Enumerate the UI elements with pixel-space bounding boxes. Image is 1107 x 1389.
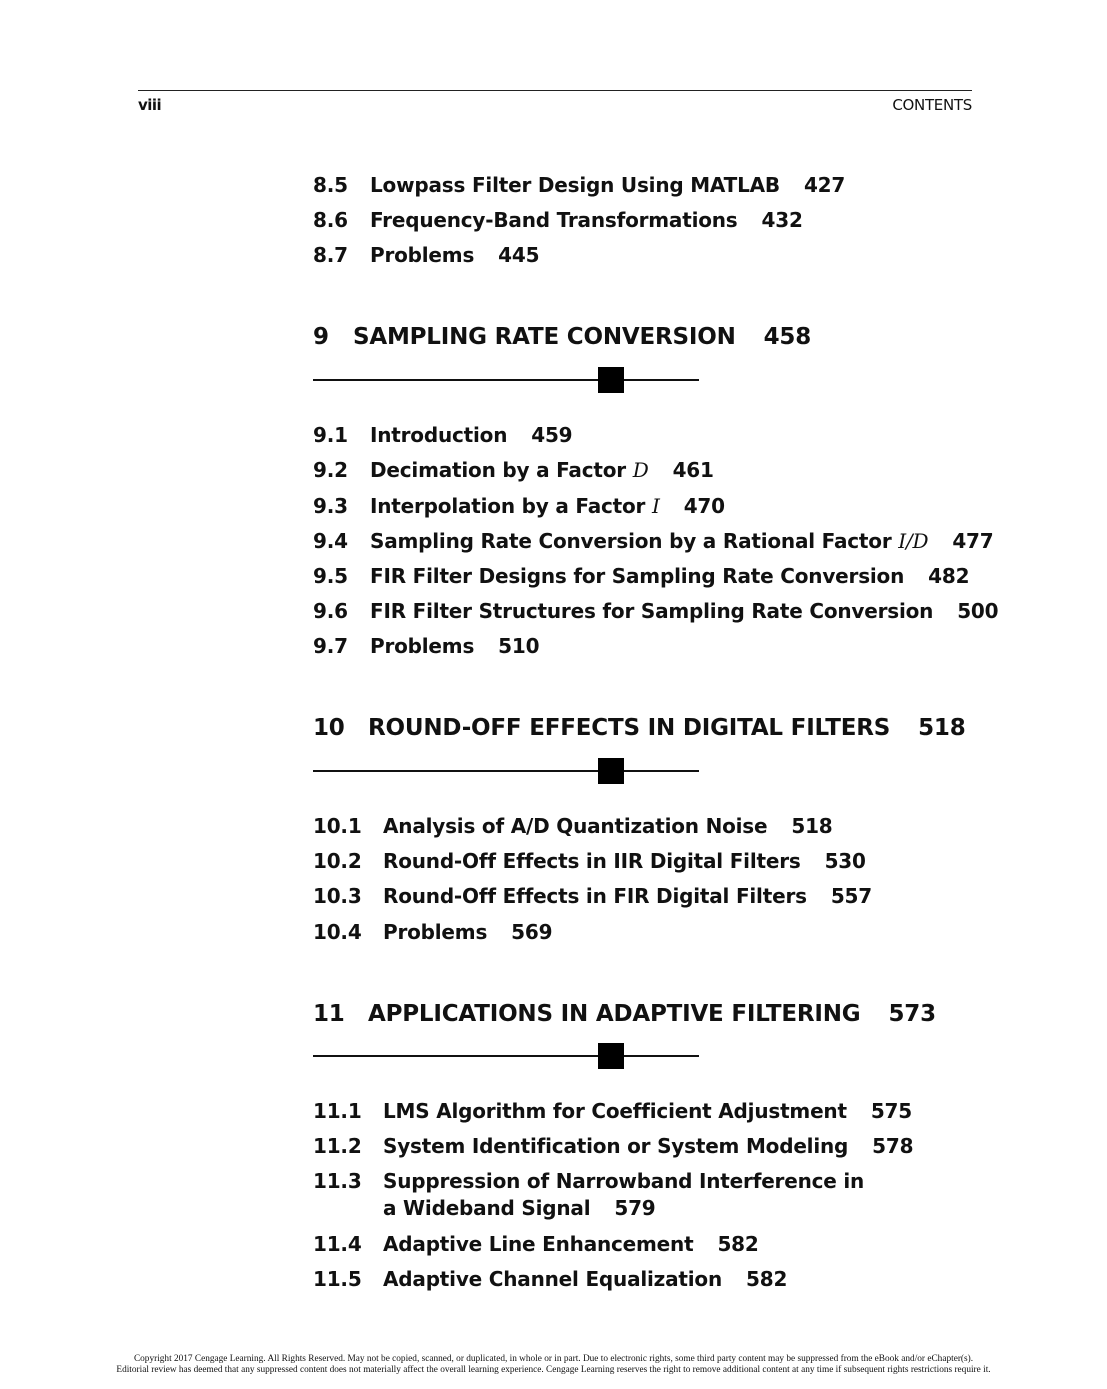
copyright-line-1: Copyright 2017 Cengage Learning. All Rights Reserved. May not be copied, scanned, or duplicated, in whole or in part. Due to electronic rights, some third party content may be suppressed from the eBook and/or eChapter(s).: [133, 1354, 974, 1364]
section-number: 9.3: [313, 494, 348, 518]
header-rule: [138, 90, 972, 91]
section-number: 10.2: [313, 849, 362, 873]
section-title: Round-Off Effects in IIR Digital Filters: [383, 849, 801, 873]
chapter-number: 9: [313, 324, 329, 350]
section-title: Adaptive Channel Equalization: [383, 1267, 723, 1291]
toc-entry[interactable]: [313, 634, 540, 658]
chapter-page: 458: [763, 324, 812, 350]
section-number: 10.1: [313, 814, 362, 838]
toc-entry[interactable]: [313, 1099, 912, 1123]
ornament-line: [313, 770, 699, 772]
toc-entry[interactable]: [313, 423, 573, 447]
section-title: Interpolation by a Factor: [370, 494, 646, 518]
section-page: 482: [928, 564, 970, 588]
toc-entry[interactable]: [313, 1134, 914, 1158]
toc-entry[interactable]: [313, 208, 803, 232]
section-page: 518: [791, 814, 833, 838]
ornament-square: [598, 367, 624, 393]
section-number: 10.3: [313, 884, 362, 908]
copyright-line-2: Editorial review has deemed that any suppressed content does not materially affect the overall learning experience. Cengage Learning reserves the right to remove additional content at any time if subsequent rights restrictions require it.: [116, 1365, 991, 1375]
section-page: 579: [614, 1196, 656, 1220]
section-number: 10.4: [313, 920, 362, 944]
section-title: Round-Off Effects in FIR Digital Filters: [383, 884, 807, 908]
ornament-line: [313, 1055, 699, 1057]
section-page: 569: [511, 920, 553, 944]
section-title: Lowpass Filter Design Using MATLAB: [370, 173, 780, 197]
section-page: 445: [498, 243, 540, 267]
section-title: LMS Algorithm for Coefficient Adjustment: [383, 1099, 847, 1123]
section-number: 8.6: [313, 208, 348, 232]
section-page: 432: [761, 208, 803, 232]
section-number: 11.1: [313, 1099, 362, 1123]
toc-entry[interactable]: [313, 920, 553, 944]
section-title: Analysis of A/D Quantization Noise: [383, 814, 768, 838]
section-page: 582: [717, 1232, 759, 1256]
section-page: 557: [830, 884, 872, 908]
section-number: 9.4: [313, 529, 348, 553]
section-number: 9.5: [313, 564, 348, 588]
math-symbol: I/D: [898, 529, 929, 553]
section-title: Introduction: [370, 423, 508, 447]
running-head: CONTENTS: [892, 96, 972, 114]
section-number: 11.5: [313, 1267, 362, 1291]
chapter-number: 10: [313, 715, 345, 741]
toc-entry[interactable]: [313, 1169, 865, 1220]
section-title: Sampling Rate Conversion by a Rational Factor: [370, 529, 892, 553]
section-number: 11.2: [313, 1134, 362, 1158]
section-page: 500: [957, 599, 999, 623]
toc-entry[interactable]: [313, 884, 872, 908]
math-symbol: I: [651, 494, 660, 518]
ornament-line: [313, 379, 699, 381]
chapter-heading[interactable]: [313, 714, 966, 742]
section-page: 530: [824, 849, 866, 873]
chapter-page: 518: [918, 715, 966, 741]
chapter-heading[interactable]: [313, 323, 812, 351]
chapter-ornament: [313, 758, 699, 784]
toc-entry[interactable]: [313, 814, 833, 838]
chapter-title: APPLICATIONS IN ADAPTIVE FILTERING: [368, 1001, 861, 1027]
section-title: Frequency-Band Transformations: [370, 208, 738, 232]
section-title: Problems: [370, 243, 475, 267]
section-page: 427: [803, 173, 846, 197]
ornament-square: [598, 1043, 624, 1069]
chapter-ornament: [313, 367, 699, 393]
toc-entry[interactable]: [313, 599, 999, 623]
section-number: 9.1: [313, 423, 348, 447]
ornament-square: [598, 758, 624, 784]
toc-entry[interactable]: [313, 564, 970, 588]
section-title: Decimation by a Factor: [370, 458, 626, 482]
toc-entry[interactable]: [313, 173, 846, 197]
section-number: 9.2: [313, 458, 348, 482]
section-number: 11.3: [313, 1169, 362, 1193]
section-number: 8.5: [313, 173, 348, 197]
section-title: Adaptive Line Enhancement: [383, 1232, 694, 1256]
section-title: FIR Filter Designs for Sampling Rate Conversion: [370, 564, 905, 588]
toc-entry[interactable]: [313, 494, 725, 518]
toc-entry[interactable]: [313, 529, 994, 553]
chapter-number: 11: [313, 1001, 345, 1027]
chapter-ornament: [313, 1043, 699, 1069]
copyright-footer: [0, 1354, 1107, 1376]
section-page: 575: [870, 1099, 912, 1123]
chapter-heading[interactable]: [313, 1000, 936, 1028]
chapter-title: SAMPLING RATE CONVERSION: [353, 324, 736, 350]
page-number: viii: [138, 96, 162, 114]
section-title: Suppression of Narrowband Interference in: [383, 1169, 865, 1193]
math-symbol: D: [632, 458, 649, 482]
section-page: 578: [872, 1134, 914, 1158]
section-number: 9.7: [313, 634, 348, 658]
section-page: 582: [746, 1267, 788, 1291]
section-page: 459: [531, 423, 573, 447]
section-number: 11.4: [313, 1232, 362, 1256]
section-number: 8.7: [313, 243, 348, 267]
section-page: 510: [498, 634, 540, 658]
section-page: 470: [683, 494, 725, 518]
toc-entry[interactable]: [313, 458, 714, 482]
section-number: 9.6: [313, 599, 348, 623]
section-title: FIR Filter Structures for Sampling Rate Conversion: [370, 599, 934, 623]
section-title: System Identification or System Modeling: [383, 1134, 849, 1158]
section-title-line2: a Wideband Signal: [383, 1196, 591, 1220]
section-title: Problems: [383, 920, 488, 944]
section-page: 461: [672, 458, 714, 482]
toc-entry[interactable]: [313, 1232, 759, 1256]
chapter-page: 573: [888, 1001, 936, 1027]
toc-entry[interactable]: [313, 243, 540, 267]
toc-entry[interactable]: [313, 1267, 788, 1291]
section-page: 477: [952, 529, 994, 553]
toc-entry[interactable]: [313, 849, 866, 873]
section-title: Problems: [370, 634, 475, 658]
chapter-title: ROUND-OFF EFFECTS IN DIGITAL FILTERS: [368, 715, 891, 741]
